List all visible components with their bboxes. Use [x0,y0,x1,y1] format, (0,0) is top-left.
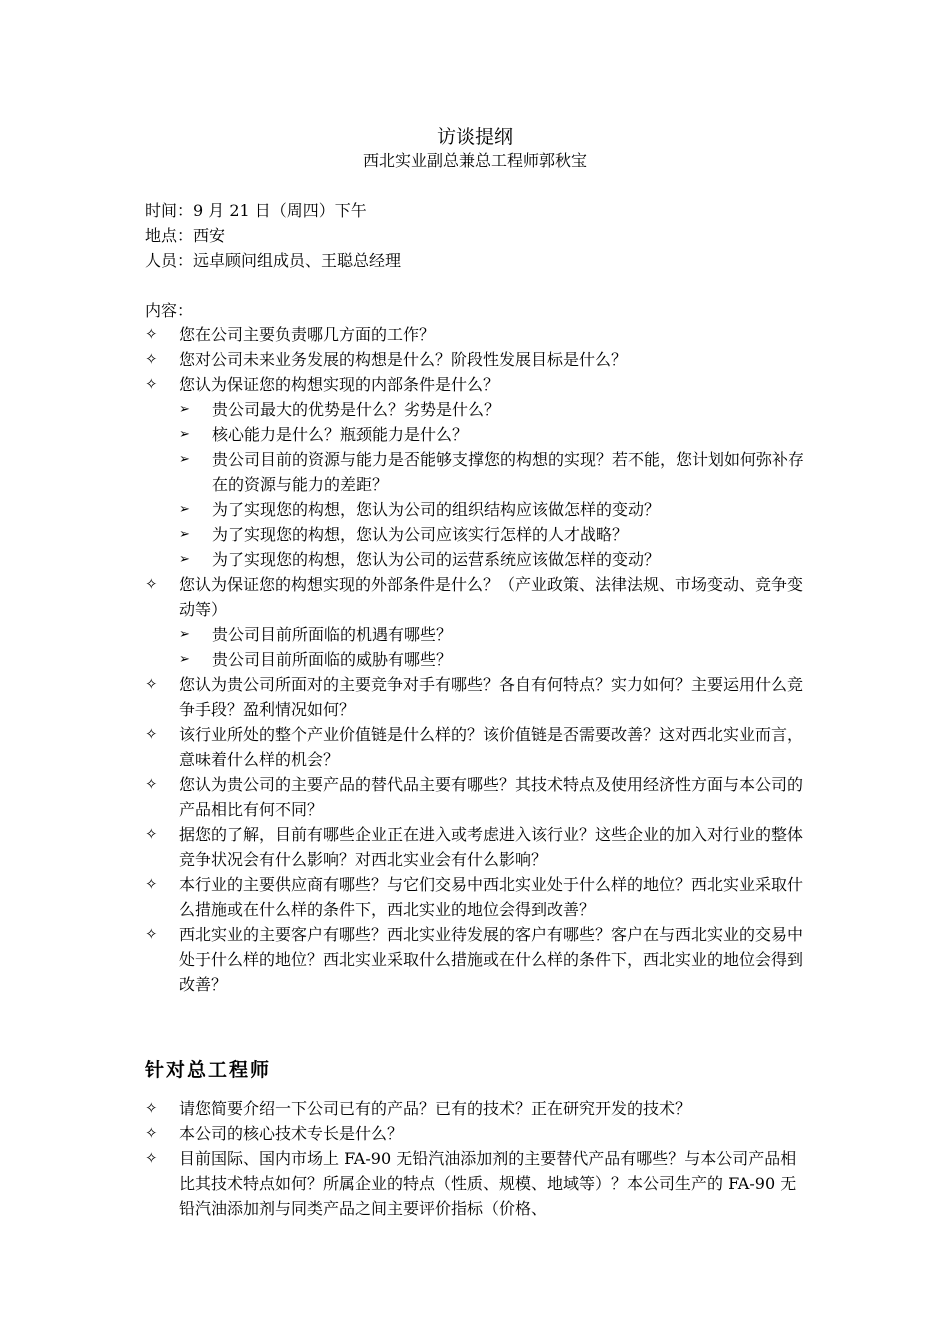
question-text: 您认为保证您的构想实现的外部条件是什么？（产业政策、法律法规、市场变动、竞争变动等） [179,575,804,619]
arrow-bullet-icon: ➢ [179,652,190,667]
arrow-bullet-icon: ➢ [179,627,190,642]
question-text: 您认为贵公司所面对的主要竞争对手有哪些？各自有何特点？实力如何？主要运用什么竞争手段？盈利情况如何？ [179,675,804,719]
question-text: 请您简要介绍一下公司已有的产品？已有的技术？正在研究开发的技术？ [179,1099,692,1118]
diamond-bullet-icon: ✧ [145,1124,158,1142]
diamond-bullet-icon: ✧ [145,725,158,743]
diamond-bullet-icon: ✧ [145,775,158,793]
sub-question-item [145,422,810,447]
meeting-info [145,198,815,273]
question-item [145,572,810,622]
meeting-time: 时间：9 月 21 日（周四）下午 [145,201,367,220]
question-text: 本公司的核心技术专长是什么？ [179,1124,404,1143]
question-item [145,322,810,347]
arrow-bullet-icon: ➢ [179,502,190,517]
question-item [145,922,810,997]
question-item [145,347,810,372]
chief-engineer-question-list [145,1096,810,1221]
sub-question-text: 核心能力是什么？瓶颈能力是什么？ [212,425,469,444]
sub-question-item [145,622,810,647]
sub-question-text: 为了实现您的构想，您认为公司的运营系统应该做怎样的变动？ [212,550,661,569]
question-text: 您在公司主要负责哪几方面的工作？ [179,325,436,344]
question-item [145,722,810,772]
meeting-place: 地点：西安 [145,226,226,245]
engineer-question-item [145,1121,810,1146]
question-text: 目前国际、国内市场上 FA-90 无铅汽油添加剂的主要替代产品有哪些？与本公司产品相比其技术特点如何？所属企业的特点（性质、规模、地域等）？本公司生产的 FA-90 无铅汽油添加剂与同类产品之间主要评价指标（价格、 [179,1149,797,1218]
section-heading-chief-engineer: 针对总工程师 [145,1059,272,1081]
page-title: 访谈提纲 [436,126,513,148]
question-list [145,322,810,997]
sub-question-item [145,497,810,522]
content-label: 内容： [145,301,194,320]
diamond-bullet-icon: ✧ [145,675,158,693]
arrow-bullet-icon: ➢ [179,427,190,442]
diamond-bullet-icon: ✧ [145,1149,158,1167]
question-item [145,372,810,397]
sub-question-item [145,522,810,547]
question-text: 本行业的主要供应商有哪些？与它们交易中西北实业处于什么样的地位？西北实业采取什么措施或在什么样的条件下，西北实业的地位会得到改善？ [179,875,804,919]
diamond-bullet-icon: ✧ [145,875,158,893]
sub-question-text: 为了实现您的构想，您认为公司的组织结构应该做怎样的变动？ [212,500,661,519]
diamond-bullet-icon: ✧ [145,925,158,943]
question-item [145,822,810,872]
page-subtitle: 西北实业副总兼总工程师郭秋宝 [362,151,587,170]
sub-question-text: 贵公司最大的优势是什么？劣势是什么？ [212,400,501,419]
diamond-bullet-icon: ✧ [145,350,158,368]
question-text: 您认为保证您的构想实现的内部条件是什么？ [179,375,500,394]
sub-question-item [145,647,810,672]
engineer-question-item [145,1096,810,1121]
question-item [145,772,810,822]
arrow-bullet-icon: ➢ [179,527,190,542]
diamond-bullet-icon: ✧ [145,1099,158,1117]
arrow-bullet-icon: ➢ [179,552,190,567]
meeting-people: 人员：远卓顾问组成员、王聪总经理 [145,251,402,270]
question-text: 您认为贵公司的主要产品的替代品主要有哪些？其技术特点及使用经济性方面与本公司的产品相比有何不同？ [179,775,804,819]
question-text: 西北实业的主要客户有哪些？西北实业待发展的客户有哪些？客户在与西北实业的交易中处于什么样的地位？西北实业采取什么措施或在什么样的条件下，西北实业的地位会得到改善？ [179,925,804,994]
sub-question-text: 为了实现您的构想，您认为公司应该实行怎样的人才战略？ [212,525,629,544]
question-text: 据您的了解，目前有哪些企业正在进入或考虑进入该行业？这些企业的加入对行业的整体竞争状况会有什么影响？对西北实业会有什么影响？ [179,825,804,869]
diamond-bullet-icon: ✧ [145,575,158,593]
diamond-bullet-icon: ✧ [145,375,158,393]
question-text: 该行业所处的整个产业价值链是什么样的？该价值链是否需要改善？这对西北实业而言，意味着什么样的机会？ [179,725,804,769]
question-item [145,872,810,922]
engineer-question-item [145,1146,810,1221]
question-text: 您对公司未来业务发展的构想是什么？阶段性发展目标是什么？ [179,350,628,369]
sub-question-item [145,447,810,497]
sub-question-item [145,397,810,422]
arrow-bullet-icon: ➢ [179,452,190,467]
diamond-bullet-icon: ✧ [145,825,158,843]
sub-question-text: 贵公司目前的资源与能力是否能够支撑您的构想的实现？若不能，您计划如何弥补存在的资源与能力的差距？ [212,450,805,494]
sub-question-text: 贵公司目前所面临的威胁有哪些？ [212,650,453,669]
arrow-bullet-icon: ➢ [179,402,190,417]
sub-question-item [145,547,810,572]
sub-question-text: 贵公司目前所面临的机遇有哪些？ [212,625,453,644]
diamond-bullet-icon: ✧ [145,325,158,343]
question-item [145,672,810,722]
